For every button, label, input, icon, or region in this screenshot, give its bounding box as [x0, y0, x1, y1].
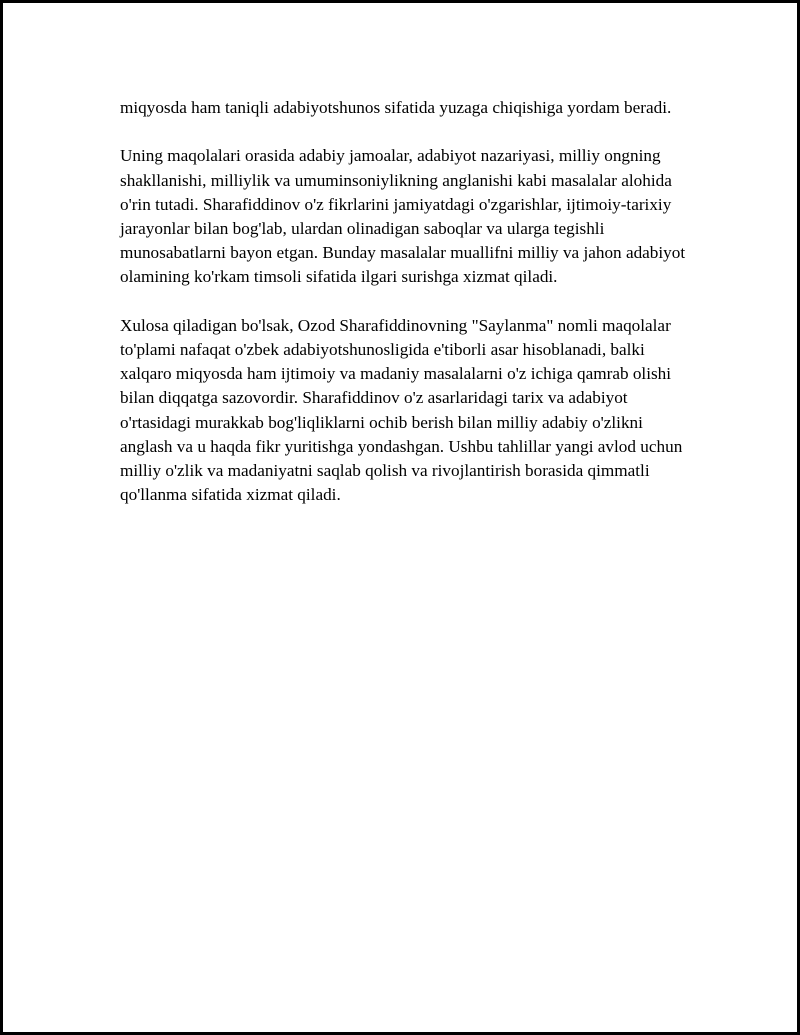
paragraph-continuation: miqyosda ham taniqli adabiyotshunos sifatida yuzaga chiqishiga yordam beradi.: [120, 98, 672, 117]
paragraph-articles: Uning maqolalari orasida adabiy jamoalar, adabiyot nazariyasi, milliy ongning shakllanishi, milliylik va umuminsoniylikning anglanishi kabi masalalar alohida o'rin tutadi. Sharafiddinov o'z fikrlarini jamiyatdagi o'zgarishlar, ijtimoiy-tarixiy jarayonlar bilan bog'lab, ulardan olinadigan saboqlar va ularga tegishli munosabatlarni bayon etgan. Bunday masalalar muallifni milliy va jahon adabiyot olamining ko'rkam timsoli sifatida ilgari surishga xizmat qiladi.: [120, 146, 686, 287]
document-body: [120, 96, 695, 532]
paragraph-conclusion: Xulosa qiladigan bo'lsak, Ozod Sharafiddinovning "Saylanma" nomli maqolalar to'plami nafaqat o'zbek adabiyotshunosligida e'tiborli asar hisoblanadi, balki xalqaro miqyosda ham ijtimoiy va madaniy masalalarni o'z ichiga qamrab olishi bilan diqqatga sazovordir. Sharafiddinov o'z asarlaridagi tarix va adabiyot o'rtasidagi murakkab bog'liqliklarni ochib berish bilan milliy adabiy o'zlikni anglash va u haqda fikr yuritishga yondashgan. Ushbu tahlillar yangi avlod uchun milliy o'zlik va madaniyatni saqlab qolish va rivojlantirish borasida qimmatli qo'llanma sifatida xizmat qiladi.: [120, 315, 683, 505]
